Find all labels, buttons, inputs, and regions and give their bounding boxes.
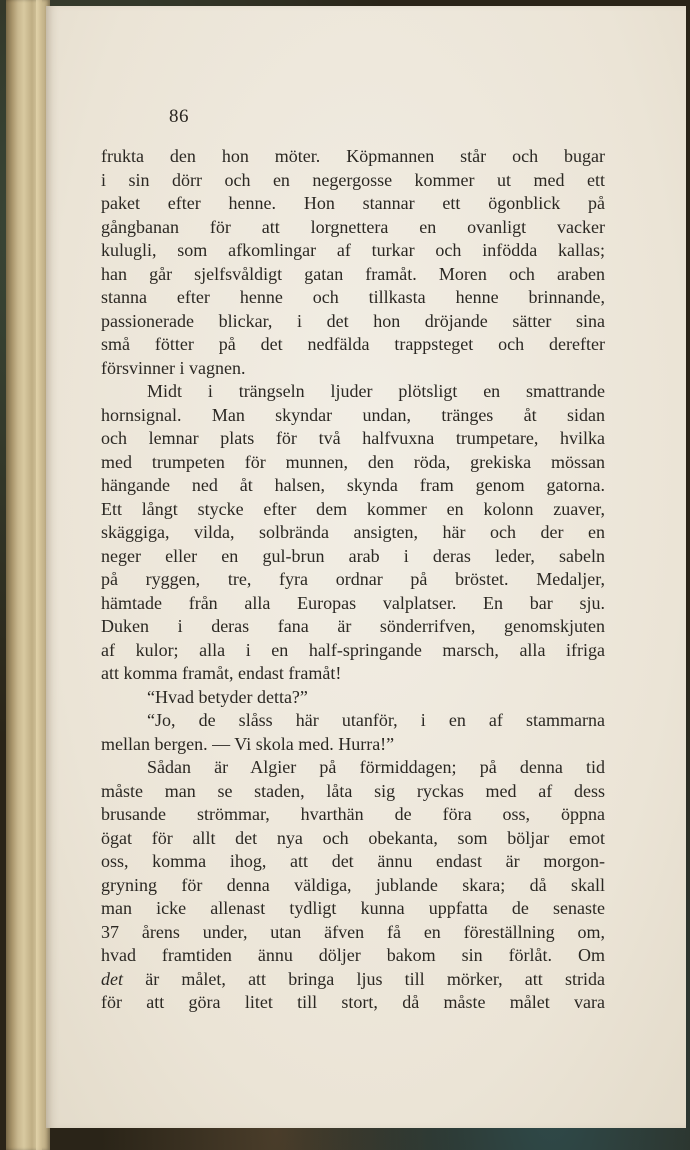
text-line: frukta den hon möter. Köpmannen står och bugar bbox=[101, 146, 605, 166]
text-line: på ryggen, tre, fyra ordnar på bröstet. Medaljer, bbox=[101, 569, 605, 589]
text-line: och lemnar plats för två halfvuxna trumpetare, hvilka bbox=[101, 428, 605, 448]
text-line: Duken i deras fana är sönderrifven, genomskjuten bbox=[101, 616, 605, 636]
text-line: Ett långt stycke efter dem kommer en kolonn zuaver, bbox=[101, 498, 605, 519]
text-line: med trumpeten för munnen, den röda, grekiska mössan bbox=[101, 451, 605, 472]
text-line: han går sjelfsvåldigt gatan framåt. Moren och araben bbox=[101, 263, 605, 284]
text-line: af kulor; alla i en half-springande marsch, alla ifriga bbox=[101, 639, 605, 660]
text-line: gryning för denna väldiga, jublande skara; då skall bbox=[101, 874, 605, 895]
text-line: måste man se staden, låta sig ryckas med af dess bbox=[101, 780, 605, 801]
text-line: det är målet, att bringa ljus till mörker, att strida bbox=[101, 968, 605, 989]
page-number: 86 bbox=[169, 106, 189, 127]
text-line: hämtade från alla Europas valplatser. En bar sju. bbox=[101, 592, 605, 613]
text-line: Sådan är Algier på förmiddagen; på denna tid bbox=[147, 757, 605, 777]
text-line: hvad framtiden ännu döljer bakom sin förlåt. Om bbox=[101, 945, 605, 965]
text-line: för att göra litet till stort, då måste målet vara bbox=[101, 992, 605, 1012]
text-line: paket efter henne. Hon stannar ett ögonblick på bbox=[101, 193, 605, 213]
text-line: små fötter på det nedfälda trappsteget och derefter bbox=[101, 334, 605, 354]
text-line: hornsignal. Man skyndar undan, tränges åt sidan bbox=[101, 404, 605, 425]
text-line: mellan bergen. — Vi skola med. Hurra!” bbox=[101, 733, 395, 754]
text-line: kulugli, som afkomlingar af turkar och infödda kallas; bbox=[101, 240, 605, 260]
text-line: hängande ned åt halsen, skynda fram genom gatorna. bbox=[101, 475, 605, 495]
text-line: i sin dörr och en negergosse kommer ut med ett bbox=[101, 169, 605, 190]
text-line: neger eller en gul-brun arab i deras leder, sabeln bbox=[101, 545, 605, 566]
text-line: “Jo, de slåss här utanför, i en af stammarna bbox=[147, 710, 605, 730]
text-line: gångbanan för att lorgnettera en ovanligt vacker bbox=[101, 216, 605, 237]
text-line: passionerade blickar, i det hon dröjande sätter sina bbox=[101, 310, 605, 331]
text-line: 37 årens under, utan äfven få en föreställning om, bbox=[101, 921, 605, 942]
body-text bbox=[101, 145, 605, 1015]
text-line: att komma framåt, endast framåt! bbox=[101, 663, 342, 683]
text-line: man icke allenast tydligt kunna uppfatta de senaste bbox=[101, 898, 605, 918]
text-line: stanna efter henne och tillkasta henne brinnande, bbox=[101, 287, 605, 307]
text-line: “Hvad betyder detta?” bbox=[147, 686, 308, 707]
text-line: försvinner i vagnen. bbox=[101, 357, 246, 378]
text-line: ögat för allt det nya och obekanta, som böljar emot bbox=[101, 827, 605, 848]
page-edges bbox=[6, 0, 50, 1150]
text-line: brusande strömmar, hvarthän de föra oss, öppna bbox=[101, 804, 605, 824]
text-line: oss, komma ihog, att det ännu endast är morgon- bbox=[101, 851, 605, 871]
text-line: skäggiga, vilda, solbrända ansigten, här och der en bbox=[101, 522, 605, 542]
text-line: Midt i trängseln ljuder plötsligt en smattrande bbox=[147, 381, 605, 401]
